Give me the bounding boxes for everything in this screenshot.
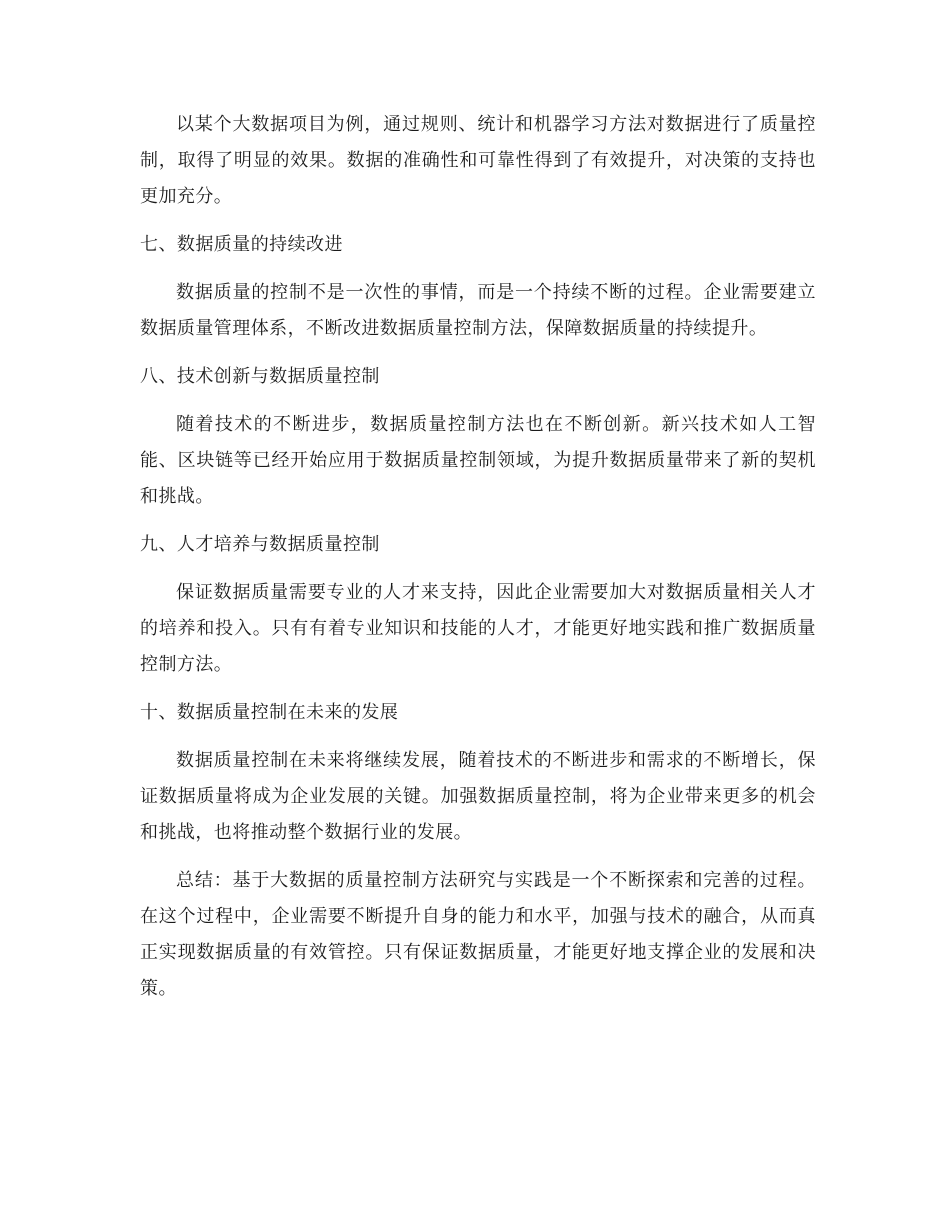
paragraph-continuous-improvement: 数据质量的控制不是一次性的事情，而是一个持续不断的过程。企业需要建立数据质量管理体系，不断改进数据质量控制方法，保障数据质量的持续提升。 bbox=[140, 282, 816, 339]
section-heading-10: 十、数据质量控制在未来的发展 bbox=[140, 702, 399, 723]
paragraph-summary: 总结：基于大数据的质量控制方法研究与实践是一个不断探索和完善的过程。在这个过程中，企业需要不断提升自身的能力和水平，加强与技术的融合，从而真正实现数据质量的有效管控。只有保证数据质量，才能更好地支撑企业的发展和决策。 bbox=[140, 870, 816, 999]
paragraph-tech-innovation: 随着技术的不断进步，数据质量控制方法也在不断创新。新兴技术如人工智能、区块链等已经开始应用于数据质量控制领域，为提升数据质量带来了新的契机和挑战。 bbox=[140, 414, 816, 507]
section-heading-8: 八、技术创新与数据质量控制 bbox=[140, 366, 380, 387]
paragraph-future: 数据质量控制在未来将继续发展，随着技术的不断进步和需求的不断增长，保证数据质量将成为企业发展的关键。加强数据质量控制，将为企业带来更多的机会和挑战，也将推动整个数据行业的发展。 bbox=[140, 750, 816, 843]
paragraph-example: 以某个大数据项目为例，通过规则、统计和机器学习方法对数据进行了质量控制，取得了明显的效果。数据的准确性和可靠性得到了有效提升，对决策的支持也更加充分。 bbox=[140, 114, 816, 207]
document-page bbox=[140, 107, 816, 1007]
section-heading-9: 九、人才培养与数据质量控制 bbox=[140, 534, 380, 555]
paragraph-talent: 保证数据质量需要专业的人才来支持，因此企业需要加大对数据质量相关人才的培养和投入。只有有着专业知识和技能的人才，才能更好地实践和推广数据质量控制方法。 bbox=[140, 582, 816, 675]
section-heading-7: 七、数据质量的持续改进 bbox=[140, 234, 343, 255]
